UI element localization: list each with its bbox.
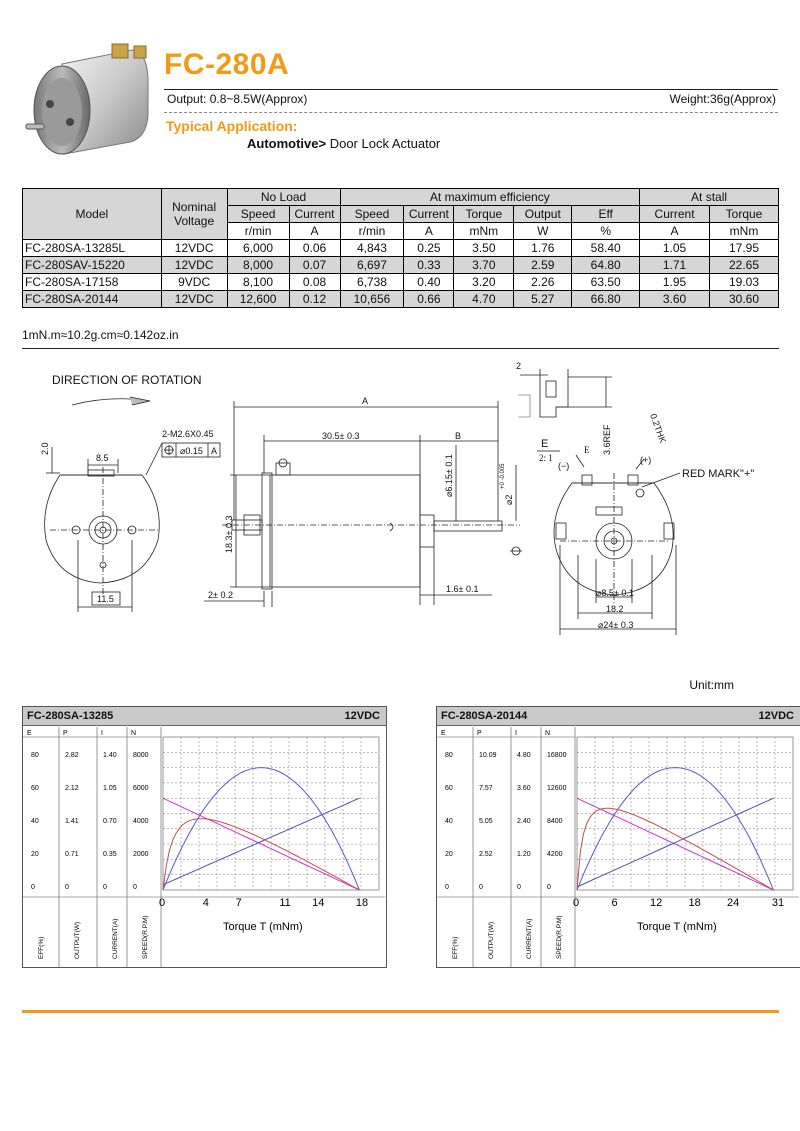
chart-voltage: 12VDC <box>758 710 794 722</box>
detail-e: E <box>541 438 549 450</box>
header-dashed-rule <box>164 112 778 113</box>
value-cell: 22.65 <box>710 257 779 274</box>
scale-head: P <box>477 730 482 737</box>
terminal-plus: (+) <box>640 455 652 465</box>
footer-rule <box>22 1010 779 1013</box>
head-nominal-voltage: Nominal Voltage <box>161 189 227 240</box>
col-head: Speed <box>227 206 289 223</box>
axis-title: OUTPUT(W) <box>488 921 495 959</box>
scale-value: 6000 <box>133 785 149 792</box>
application-category: Automotive> <box>247 136 327 151</box>
conversion-note: 1mN.m≈10.2g.cm≈0.142oz.in <box>22 328 179 342</box>
value-cell: 6,697 <box>340 257 404 274</box>
weight-spec: Weight:36g(Approx) <box>669 92 776 106</box>
scale-value: 1.41 <box>65 818 79 825</box>
x-tick: 18 <box>688 897 701 909</box>
scale-value: 10.09 <box>479 752 497 759</box>
dim-18-2: 18.2 <box>606 604 624 614</box>
product-title: FC-280A <box>164 48 290 81</box>
dim-24: ⌀24± 0.3 <box>598 620 634 630</box>
scale-value: 5.05 <box>479 818 493 825</box>
table-row <box>23 257 779 274</box>
scale-value: 20 <box>31 851 39 858</box>
performance-chart-2 <box>436 706 800 968</box>
x-tick: 6 <box>611 897 618 909</box>
value-cell: 3.20 <box>454 274 514 291</box>
col-head: Current <box>404 206 454 223</box>
unit-cell: mNm <box>454 223 514 240</box>
value-cell: 0.66 <box>404 291 454 308</box>
value-cell: 3.70 <box>454 257 514 274</box>
chart-voltage: 12VDC <box>344 710 380 722</box>
chart-model: FC-280SA-13285 <box>27 710 114 722</box>
value-cell: 63.50 <box>572 274 640 291</box>
x-tick: 18 <box>355 897 369 909</box>
spec-table <box>22 188 779 308</box>
efficiency-curve <box>163 819 359 890</box>
dim-a: A <box>362 396 369 406</box>
dim-2-0: 2.0 <box>40 442 50 455</box>
scale-value: 0 <box>517 884 521 891</box>
value-cell: 1.05 <box>640 240 710 257</box>
dim-2-tol: +0 -0.005 <box>500 463 506 489</box>
dim-2-top: 2 <box>516 361 522 371</box>
value-cell: 30.60 <box>710 291 779 308</box>
scale-value: 0 <box>479 884 483 891</box>
dim-8-5: 8.5 <box>96 453 109 463</box>
dim-2-shaft: ⌀2 <box>504 494 514 505</box>
dim-datum: A <box>211 446 218 456</box>
value-cell: 0.08 <box>289 274 340 291</box>
terminal-minus: (−) <box>558 461 570 471</box>
axis-title: SPEED(R.P.M) <box>556 915 563 959</box>
value-cell: 1.95 <box>640 274 710 291</box>
scale-value: 0 <box>547 884 551 891</box>
scale-value: 0 <box>31 884 35 891</box>
dimension-drawing <box>0 355 800 655</box>
value-cell: 12VDC <box>161 240 227 257</box>
scale-value: 2.12 <box>65 785 79 792</box>
model-cell: FC-280SA-13285L <box>23 240 162 257</box>
section-rule <box>22 348 779 349</box>
scale-value: 0 <box>133 884 137 891</box>
scale-value: 1.05 <box>103 785 117 792</box>
value-cell: 64.80 <box>572 257 640 274</box>
chart-model: FC-280SA-20144 <box>441 710 528 722</box>
unit-cell: r/min <box>227 223 289 240</box>
scale-value: 2.52 <box>479 851 493 858</box>
scale-value: 2.82 <box>65 752 79 759</box>
performance-chart-1 <box>22 706 387 968</box>
col-head: Torque <box>454 206 514 223</box>
unit-cell: % <box>572 223 640 240</box>
scale-value: 0.35 <box>103 851 117 858</box>
value-cell: 12VDC <box>161 257 227 274</box>
unit-label: Unit:mm <box>689 678 734 692</box>
col-head: Eff <box>572 206 640 223</box>
unit-cell: A <box>289 223 340 240</box>
scale-value: 3.60 <box>517 785 531 792</box>
scale-value: 4200 <box>547 851 563 858</box>
dim-thread: 2-M2.6X0.45 <box>162 429 214 439</box>
scale-value: 60 <box>31 785 39 792</box>
value-cell: 2.59 <box>514 257 572 274</box>
scale-value: 80 <box>31 752 39 759</box>
x-tick: 31 <box>771 897 785 909</box>
scale-head: E <box>441 730 446 737</box>
value-cell: 19.03 <box>710 274 779 291</box>
x-tick: 24 <box>727 897 740 909</box>
col-head: Torque <box>710 206 779 223</box>
x-label: Torque T (mNm) <box>637 921 717 933</box>
header-rule <box>164 89 778 90</box>
value-cell: 3.60 <box>640 291 710 308</box>
scale-head: N <box>545 730 551 737</box>
scale-value: 8400 <box>547 818 563 825</box>
col-head: Speed <box>340 206 404 223</box>
scale-value: 4.80 <box>517 752 531 759</box>
scale-value: 40 <box>445 818 453 825</box>
dim-11-5: 11.5 <box>97 594 114 604</box>
axis-title: EFF(%) <box>452 936 459 959</box>
output-spec: Output: 0.8~8.5W(Approx) <box>167 92 308 106</box>
scale-head: I <box>515 730 517 737</box>
scale-value: 8000 <box>133 752 149 759</box>
scale-head: I <box>101 730 103 737</box>
scale-value: 1.40 <box>103 752 117 759</box>
x-tick: 0 <box>159 897 166 909</box>
unit-cell: A <box>404 223 454 240</box>
value-cell: 1.71 <box>640 257 710 274</box>
value-cell: 17.95 <box>710 240 779 257</box>
axis-title: CURRENT(A) <box>112 918 119 959</box>
value-cell: 12,600 <box>227 291 289 308</box>
scale-value: 2.40 <box>517 818 531 825</box>
dim-2-0-2: 2± 0.2 <box>208 590 233 600</box>
detail-scale: 2: 1 <box>539 453 553 463</box>
scale-head: N <box>131 730 137 737</box>
dim-6-15: ⌀6.15± 0.1 <box>444 454 454 497</box>
current-curve <box>163 798 359 885</box>
efficiency-curve <box>577 808 773 890</box>
value-cell: 1.76 <box>514 240 572 257</box>
dim-0-2: 0.2THK <box>648 412 668 445</box>
scale-value: 16800 <box>547 752 567 759</box>
scale-value: 2000 <box>133 851 149 858</box>
value-cell: 6,000 <box>227 240 289 257</box>
application-text: Door Lock Actuator <box>326 136 441 151</box>
x-tick: 0 <box>573 897 580 909</box>
x-tick: 12 <box>650 897 663 909</box>
value-cell: 58.40 <box>572 240 640 257</box>
x-label: Torque T (mNm) <box>223 921 303 933</box>
value-cell: 0.06 <box>289 240 340 257</box>
value-cell: 0.25 <box>404 240 454 257</box>
axis-title: CURRENT(A) <box>526 918 533 959</box>
detail-e-mark: E <box>584 445 590 455</box>
axis-title: EFF(%) <box>38 936 45 959</box>
value-cell: 5.27 <box>514 291 572 308</box>
scale-value: 0.71 <box>65 851 79 858</box>
unit-cell: mNm <box>710 223 779 240</box>
scale-value: 0 <box>445 884 449 891</box>
value-cell: 6,738 <box>340 274 404 291</box>
head-no-load: No Load <box>227 189 340 206</box>
x-tick: 4 <box>202 897 209 909</box>
value-cell: 3.50 <box>454 240 514 257</box>
x-tick: 11 <box>279 897 291 909</box>
value-cell: 8,100 <box>227 274 289 291</box>
model-cell: FC-280SA-17158 <box>23 274 162 291</box>
value-cell: 8,000 <box>227 257 289 274</box>
dim-30-5: 30.5± 0.3 <box>322 431 360 441</box>
table-row <box>23 240 779 257</box>
value-cell: 10,656 <box>340 291 404 308</box>
application-line <box>247 136 440 151</box>
dim-position-tol: ⌀0.15 <box>180 446 203 456</box>
model-cell: FC-280SAV-15220 <box>23 257 162 274</box>
dim-b: B <box>455 431 462 441</box>
value-cell: 9VDC <box>161 274 227 291</box>
dim-3-6: 3.6REF <box>602 424 612 455</box>
scale-head: E <box>27 730 32 737</box>
model-cell: FC-280SA-20144 <box>23 291 162 308</box>
col-head: Current <box>289 206 340 223</box>
scale-value: 1.20 <box>517 851 531 858</box>
scale-head: P <box>63 730 68 737</box>
value-cell: 12VDC <box>161 291 227 308</box>
motor-photo <box>22 42 154 160</box>
x-tick: 14 <box>312 897 325 909</box>
head-max-efficiency: At maximum efficiency <box>340 189 640 206</box>
scale-value: 20 <box>445 851 453 858</box>
scale-value: 7.57 <box>479 785 493 792</box>
scale-value: 80 <box>445 752 453 759</box>
table-row <box>23 291 779 308</box>
value-cell: 0.33 <box>404 257 454 274</box>
dim-1-6: 1.6± 0.1 <box>446 584 479 594</box>
dim-8-5b: ⌀8.5± 0.1 <box>596 588 634 598</box>
scale-value: 12600 <box>547 785 567 792</box>
value-cell: 0.07 <box>289 257 340 274</box>
table-row <box>23 274 779 291</box>
scale-value: 60 <box>445 785 453 792</box>
unit-cell: A <box>640 223 710 240</box>
scale-value: 40 <box>31 818 39 825</box>
head-at-stall: At stall <box>640 189 779 206</box>
red-mark-label: RED MARK"+" <box>682 468 755 480</box>
x-tick: 7 <box>235 897 242 909</box>
unit-cell: r/min <box>340 223 404 240</box>
scale-value: 4000 <box>133 818 149 825</box>
scale-value: 0.70 <box>103 818 117 825</box>
value-cell: 4.70 <box>454 291 514 308</box>
axis-title: SPEED(R.P.M) <box>142 915 149 959</box>
dim-18-3: 18.3± 0.3 <box>224 515 234 553</box>
scale-value: 0 <box>103 884 107 891</box>
application-title: Typical Application: <box>166 118 298 134</box>
col-head: Output <box>514 206 572 223</box>
head-model: Model <box>23 189 162 240</box>
value-cell: 4,843 <box>340 240 404 257</box>
value-cell: 0.12 <box>289 291 340 308</box>
axis-title: OUTPUT(W) <box>74 921 81 959</box>
col-head: Current <box>640 206 710 223</box>
value-cell: 0.40 <box>404 274 454 291</box>
rotation-label: DIRECTION OF ROTATION <box>52 373 202 387</box>
scale-value: 0 <box>65 884 69 891</box>
unit-cell: W <box>514 223 572 240</box>
value-cell: 2.26 <box>514 274 572 291</box>
value-cell: 66.80 <box>572 291 640 308</box>
